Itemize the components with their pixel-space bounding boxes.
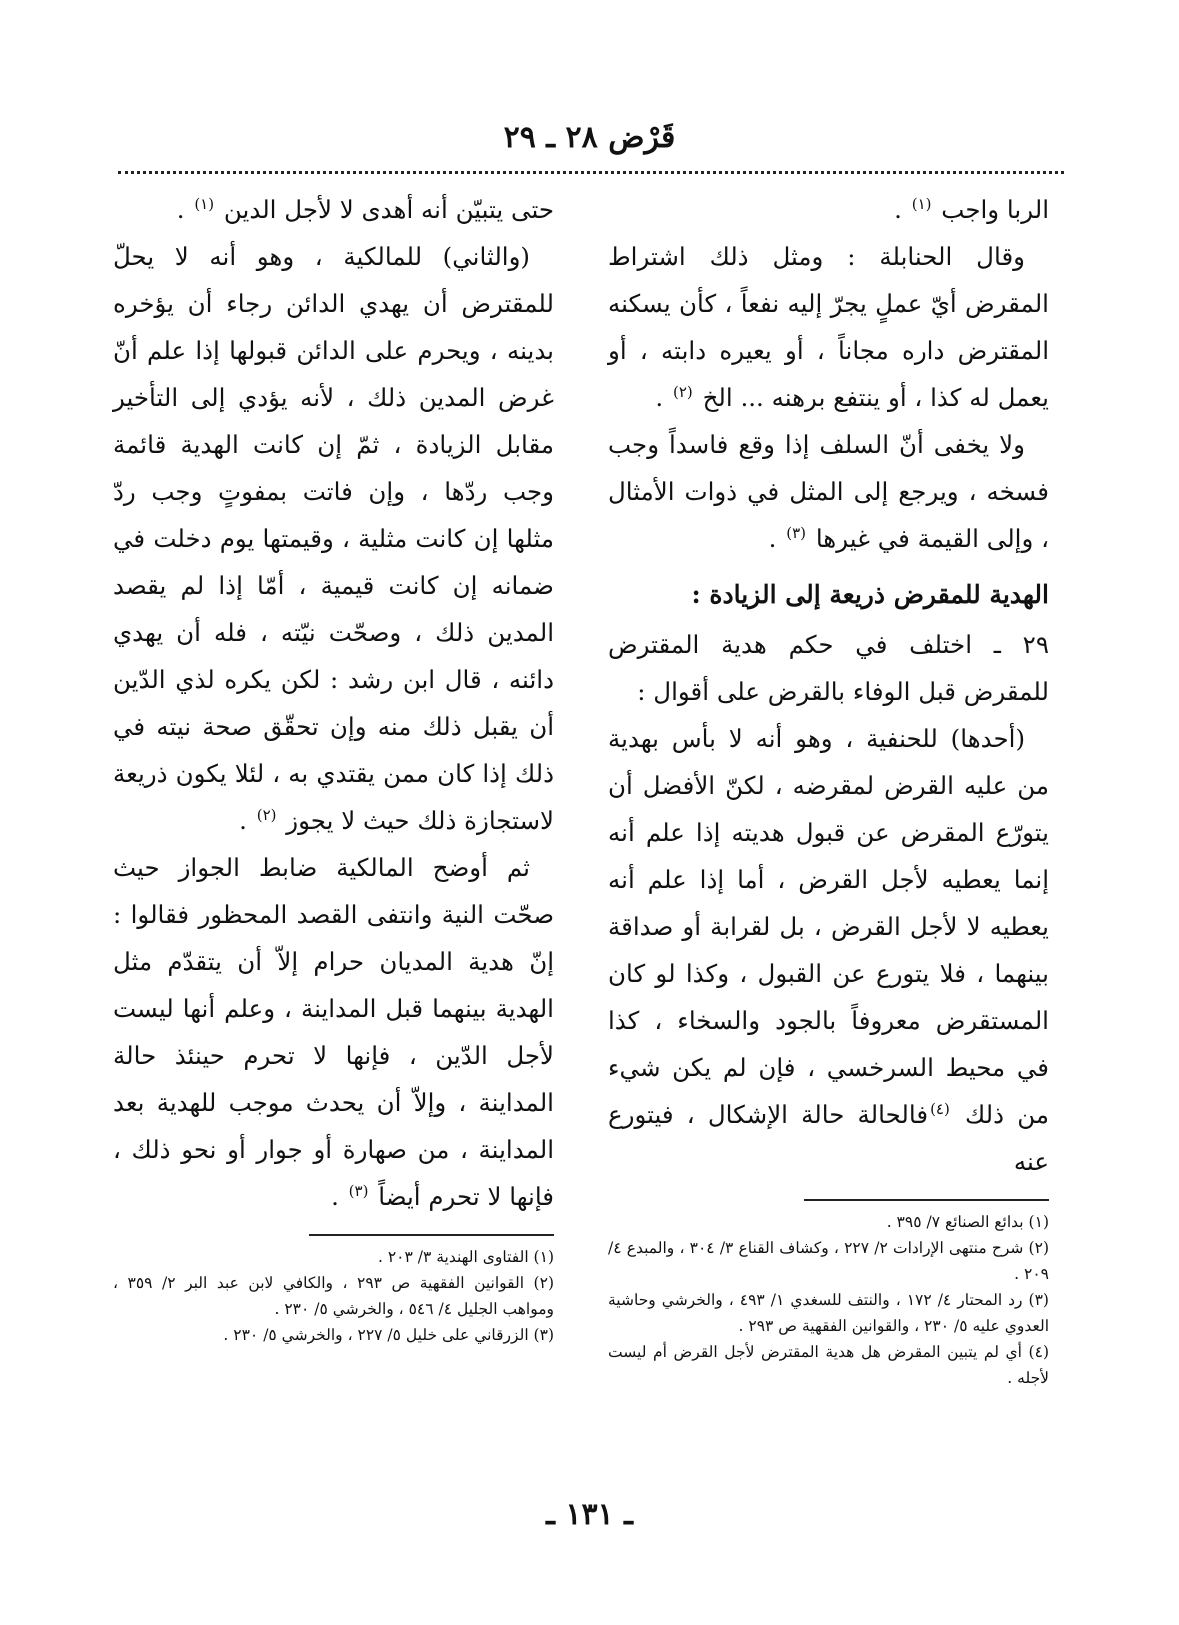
- footnote-ref: (٣): [348, 1181, 369, 1200]
- paragraph-text: الربا واجب: [941, 195, 1049, 224]
- section-heading: الهدية للمقرض ذريعة إلى الزيادة :: [691, 580, 1049, 609]
- paragraph-text: ثم أوضح المالكية ضابط الجواز حيث صحّت النية وانتفى القصد المحظور فقالوا : إنّ هدية المديان حرام إلاّ أن يتقدّم مثل الهدية بينهما قبل المداينة ، وعلم أنها ليست لأجل الدّين ، فإنها لا تحرم حينئذ حالة المداينة ، وإلاّ أن يحدث موجب للهدية بعد المداينة ، من صهارة أو جوار أو نحو ذلك ، فإنها لا تحرم أيضاً: [113, 853, 554, 1211]
- paragraph: [608, 421, 1049, 562]
- footnote: (٢) القوانين الفقهية ص ٢٩٣ ، والكافي لابن عبد البر ٢/ ٣٥٩ ، ومواهب الجليل ٤/ ٥٤٦ ، والخرشي ٥/ ٢٣٠ .: [113, 1274, 554, 1318]
- paragraph-tail: .: [176, 195, 193, 224]
- footnote-ref: (٢): [256, 805, 277, 824]
- page-number: ـ ١٣١ ـ: [546, 1497, 633, 1532]
- footnote: (١) بدائع الصنائع ٧/ ٣٩٥ .: [886, 1213, 1049, 1231]
- footnote: (٣) الزرقاني على خليل ٥/ ٢٢٧ ، والخرشي ٥/ ٢٣٠ .: [223, 1326, 554, 1344]
- footnote: (٣) رد المحتار ٤/ ١٧٢ ، والنتف للسغدي ١/ ٤٩٣ ، والخرشي وحاشية العدوي عليه ٥/ ٢٣٠ ، والقوانين الفقهية ص ٢٩٣ .: [608, 1291, 1049, 1335]
- footnote-ref: (٣): [786, 523, 807, 542]
- footnote: (٢) شرح منتهى الإرادات ٢/ ٢٢٧ ، وكشاف القناع ٣/ ٣٠٤ ، والمبدع ٤/ ٢٠٩ .: [608, 1239, 1049, 1283]
- footnote-ref: (١): [194, 194, 215, 213]
- footnote-separator: [309, 1234, 554, 1236]
- paragraph-text: (أحدها) للحنفية ، وهو أنه لا بأس بهدية من عليه القرض لمقرضه ، لكنّ الأفضل أن يتورّع المقرض عن قبول هديته إذا علم أنه إنما يعطيه لأجل القرض ، أما إذا علم أنه يعطيه لا لأجل القرض ، بل لقرابة أو صداقة بينهما ، فلا يتورع عن القبول ، وكذا لو كان المستقرض معروفاً بالجود والسخاء ، كذا في محيط السرخسي ، فإن لم يكن شيء من ذلك: [608, 724, 1050, 1129]
- footnote-separator: [804, 1199, 1049, 1201]
- footnote-ref: (٢): [673, 382, 693, 401]
- paragraph-text: (والثاني) للمالكية ، وهو أنه لا يحلّ للمقترض أن يهدي الدائن رجاء أن يؤخره بدينه ، ويحرم على الدائن قبولها إذا علم أنّ غرض المدين ذلك ، لأنه يؤدي إلى التأخير مقابل الزيادة ، ثمّ إن كانت الهدية قائمة وجب ردّها ، وإن فاتت بمفوتٍ وجب ردّ مثلها إن كانت مثلية ، وقيمتها يوم دخلت في ضمانه إن كانت قيمية ، أمّا إذا لم يقصد المدين ذلك ، وصحّت نيّته ، فله أن يهدي دائنه ، قال ابن رشد : لكن يكره لذي الدّين أن يقبل ذلك منه وإن تحقّق صحة نيته في ذلك إذا كان ممن يقتدي به ، لئلا يكون ذريعة لاستجازة ذلك حيث لا يجوز: [113, 242, 554, 835]
- paragraph: [113, 844, 554, 1220]
- paragraph: [113, 186, 554, 233]
- right-footnotes: [608, 1209, 1049, 1391]
- paragraph-tail: .: [655, 383, 671, 412]
- running-header: [0, 118, 1179, 158]
- paragraph: [608, 621, 1049, 715]
- paragraph-text: ٢٩ ـ اختلف في حكم هدية المقترض للمقرض قبل الوفاء بالقرض على أقوال :: [608, 630, 1049, 706]
- paragraph: [608, 715, 1049, 1185]
- paragraph-text: حتى يتبيّن أنه أهدى لا لأجل الدين: [223, 195, 554, 224]
- paragraph: [608, 186, 1049, 233]
- footnote-ref: (١): [911, 194, 932, 213]
- paragraph-text: وقال الحنابلة : ومثل ذلك اشتراط المقرض أيّ عملٍ يجرّ إليه نفعاً ، كأن يسكنه المقترض داره مجاناً ، أو يعيره دابته ، أو يعمل له كذا ، أو ينتفع برهنه ... الخ: [608, 242, 1049, 412]
- header-dotted-rule: [118, 171, 1064, 174]
- paragraph-tail: فالحالة حالة الإشكال ، فيتورع عنه: [608, 1100, 1049, 1176]
- paragraph-text: ولا يخفى أنّ السلف إذا وقع فاسداً وجب فسخه ، ويرجع إلى المثل في ذوات الأمثال ، وإلى القيمة في غيرها: [608, 430, 1049, 553]
- paragraph-tail: .: [239, 806, 255, 835]
- footnote: (١) الفتاوى الهندية ٣/ ٢٠٣ .: [377, 1248, 554, 1266]
- left-column-body: [113, 186, 554, 1220]
- paragraph-tail: .: [331, 1182, 347, 1211]
- paragraph: [608, 233, 1049, 421]
- paragraph: [113, 233, 554, 844]
- left-column: [113, 186, 554, 1348]
- footnote: (٤) أي لم يتبين المقرض هل هدية المقترض لأجل القرض أم ليست لأجله .: [608, 1343, 1049, 1387]
- right-column: [608, 186, 1049, 1391]
- footnote-ref: (٤): [930, 1099, 950, 1118]
- paragraph-tail: .: [768, 524, 785, 553]
- left-footnotes: [113, 1244, 554, 1348]
- header-title: قَرْض ٢٨ ـ ٢٩: [503, 120, 676, 155]
- paragraph-tail: .: [894, 195, 910, 224]
- right-column-body: [608, 186, 1049, 1185]
